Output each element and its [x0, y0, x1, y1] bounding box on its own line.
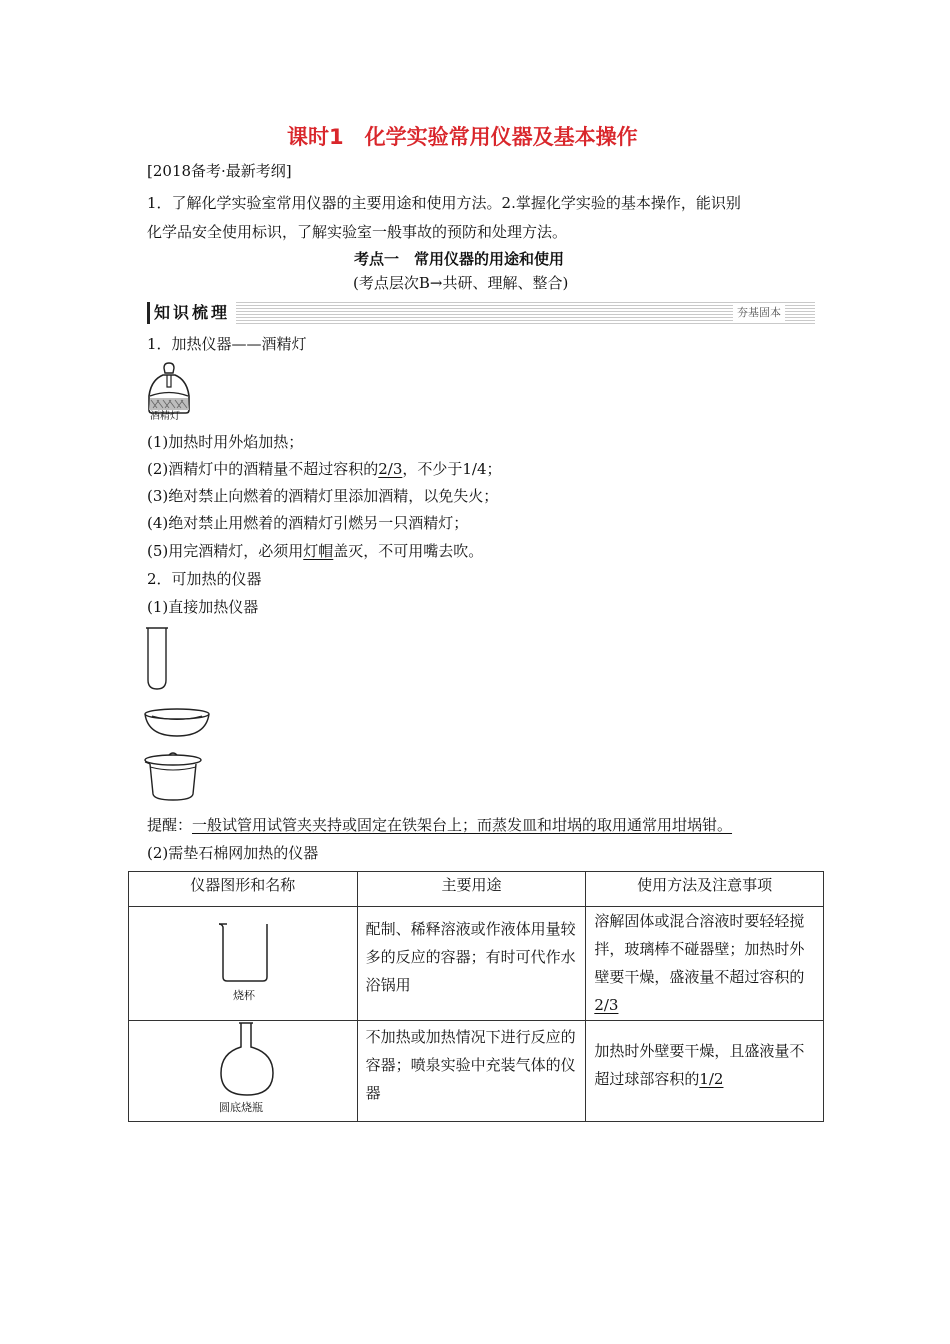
knowledge-banner: [147, 302, 815, 324]
heating-item-2-tail: ，不少于1/4；: [402, 460, 502, 478]
heatable-heading: 2．可加热的仪器: [147, 570, 262, 588]
table-header-cell: 仪器图形和名称: [129, 872, 358, 907]
test-tube-icon: [145, 626, 169, 692]
heating-item-5-text: (5)用完酒精灯，必须用: [147, 542, 304, 560]
section-level: (考点层次B→共研、理解、整合): [353, 274, 569, 292]
heating-item-5: [147, 541, 483, 561]
heating-item-1: (1)加热时用外焰加热；: [147, 433, 304, 451]
beaker-icon: [217, 921, 273, 983]
heating-heading: 1．加热仪器——酒精灯: [147, 335, 307, 353]
tip: [147, 815, 732, 835]
heating-item-5-blank: 灯帽: [303, 542, 334, 560]
banner-tag: 夯基固本: [733, 305, 785, 321]
note-text-main: 加热时外壁要干燥，且盛液量不超过球部容积的: [594, 1042, 805, 1088]
table-row: [129, 907, 824, 1021]
page-title: 课时1 化学实验常用仪器及基本操作: [287, 125, 638, 149]
table-header-cell: 主要用途: [357, 872, 586, 907]
table-cell-use: [357, 1021, 586, 1122]
note-text: [586, 1021, 823, 1093]
heating-item-2: [147, 459, 502, 479]
table-header-cell: 使用方法及注意事项: [586, 872, 824, 907]
tip-text: 一般试管用试管夹夹持或固定在铁架台上；而蒸发皿和坩埚的取用通常用坩埚钳。: [192, 816, 733, 834]
instrument-table: [128, 871, 824, 1122]
banner-label: 知识梳理: [147, 302, 236, 324]
beaker-caption: 烧杯: [233, 989, 255, 1002]
heating-item-2-text: (2)酒精灯中的酒精量不超过容积的: [147, 460, 379, 478]
note-blank: 1/2: [699, 1070, 724, 1088]
lamp-caption: 酒精灯: [150, 411, 180, 422]
outline-tag: [2018备考·最新考纲]: [147, 162, 292, 180]
table-image-cell: [129, 1021, 358, 1122]
heating-item-4: (4)绝对禁止用燃着的酒精灯引燃另一只酒精灯；: [147, 514, 469, 532]
table-cell-note: [586, 907, 824, 1021]
section-title: 考点一 常用仪器的用途和使用: [354, 250, 565, 268]
heating-item-2-blank: 2/3: [378, 460, 403, 478]
table-cell-use: [357, 907, 586, 1021]
note-text-main: 溶解固体或混合溶液时要轻轻搅拌，玻璃棒不碰器壁；加热时外壁要干燥，盛液量不超过容积的: [594, 912, 805, 986]
table-row: [129, 1021, 824, 1122]
round-flask-icon: [217, 1021, 277, 1101]
evaporating-dish-icon: [142, 706, 212, 738]
use-text: 配制、稀释溶液或作液体用量较多的反应的容器；有时可代作水浴锅用: [365, 920, 576, 994]
note-text: [586, 907, 823, 1019]
round-flask-caption: 圆底烧瓶: [219, 1101, 263, 1114]
heatable-sub-2: (2)需垫石棉网加热的仪器: [147, 844, 319, 862]
use-text: 不加热或加热情况下进行反应的容器；喷泉实验中充装气体的仪器: [365, 1028, 576, 1102]
table-image-cell: [129, 907, 358, 1021]
table-cell-note: [586, 1021, 824, 1122]
heatable-sub-1: (1)直接加热仪器: [147, 598, 259, 616]
outline-line-2: 化学品安全使用标识，了解实验室一般事故的预防和处理方法。: [147, 223, 568, 241]
outline-line-1: 1．了解化学实验室常用仪器的主要用途和使用方法。2.掌握化学实验的基本操作，能识别: [147, 194, 741, 212]
tip-label: 提醒：: [147, 816, 193, 834]
heating-item-3: (3)绝对禁止向燃着的酒精灯里添加酒精，以免失火；: [147, 487, 499, 505]
crucible-icon: [142, 750, 204, 802]
table-header-row: [129, 872, 824, 907]
note-blank: 2/3: [594, 996, 619, 1014]
heating-item-5-tail: 盖灭，不可用嘴去吹。: [333, 542, 484, 560]
